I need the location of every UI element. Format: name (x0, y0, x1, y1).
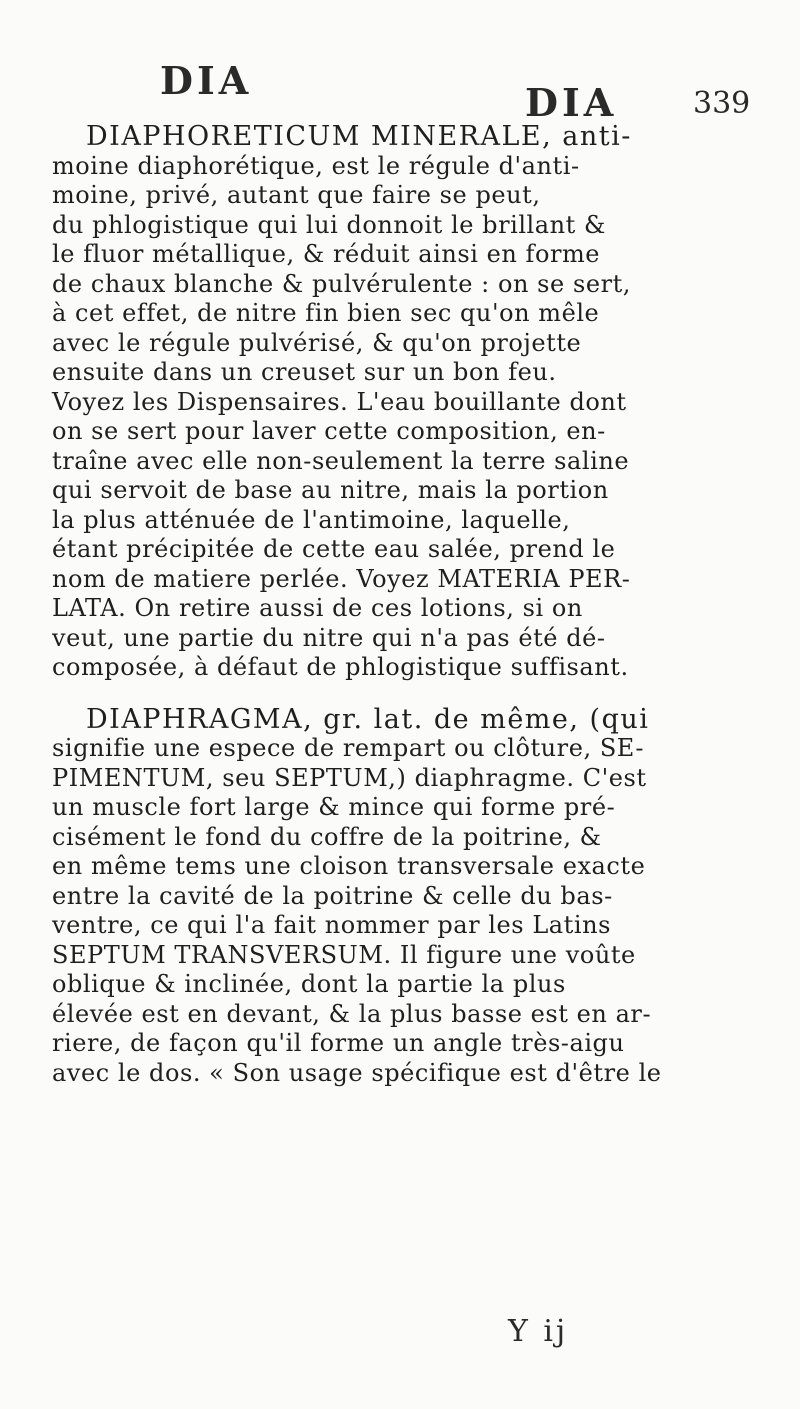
entry-line: riere, de façon qu'il forme un angle très-aigu (52, 1029, 625, 1057)
running-head-right: DIA (525, 80, 618, 125)
entry-line: composée, à défaut de phlogistique suffisant. (52, 653, 629, 681)
entry-line: cisément le fond du coffre de la poitrine, & (52, 822, 602, 851)
entry-line: Voyez les Dispensaires. L'eau bouillante dont (52, 387, 627, 416)
entry-line: un muscle fort large & mince qui forme pré- (52, 793, 616, 821)
entry-line: SEPTUM TRANSVERSUM. Il figure une voûte (52, 940, 636, 969)
entry-line: la plus atténuée de l'antimoine, laquelle, (52, 505, 571, 534)
entry-diaphoreticum (52, 122, 792, 683)
running-head-left: DIA (160, 58, 253, 103)
entry-line: le fluor métallique, & réduit ainsi en forme (52, 240, 601, 268)
entry-line: moine, privé, autant que faire se peut, (52, 181, 541, 209)
entry-line: DIAPHORETICUM MINERALE, anti- (86, 121, 632, 152)
entry-line: du phlogistique qui lui donnoit le brillant & (52, 210, 606, 239)
entry-line: moine diaphorétique, est le régule d'anti- (52, 151, 580, 180)
entry-line: signifie une espece de rempart ou clôture, SE- (52, 734, 644, 762)
entry-line: à cet effet, de nitre fin bien sec qu'on mêle (52, 299, 600, 327)
entry-line: de chaux blanche & pulvérulente : on se sert, (52, 269, 631, 298)
entry-line: avec le dos. « Son usage spécifique est d'être le (52, 1058, 662, 1087)
entry-line: en même tems une cloison transversale exacte (52, 852, 646, 880)
page-number: 339 (693, 86, 751, 121)
entry-diaphragma (52, 705, 792, 1089)
entry-line: veut, une partie du nitre qui n'a pas été dé- (52, 623, 606, 652)
entry-line: qui servoit de base au nitre, mais la portion (52, 476, 609, 504)
entry-line: ventre, ce qui l'a fait nommer par les Latins (52, 911, 611, 939)
entry-line: on se sert pour laver cette composition, en- (52, 417, 606, 445)
entry-line: entre la cavité de la poitrine & celle du bas- (52, 881, 613, 910)
page-header (0, 50, 800, 125)
entry-line: avec le régule pulvérisé, & qu'on projette (52, 328, 582, 357)
entry-line: étant précipitée de cette eau salée, prend le (52, 535, 616, 563)
entry-line: traîne avec elle non-seulement la terre saline (52, 446, 630, 475)
entry-line: LATA. On retire aussi de ces lotions, si on (52, 594, 583, 622)
entry-line: oblique & inclinée, dont la partie la plus (52, 970, 566, 998)
text-column (52, 122, 792, 1088)
signature-mark: Y ij (508, 1314, 569, 1349)
entry-line: ensuite dans un creuset sur un bon feu. (52, 358, 557, 386)
entry-line: élevée est en devant, & la plus basse est en ar- (52, 999, 652, 1028)
entry-line: PIMENTUM, seu SEPTUM,) diaphragme. C'est (52, 763, 647, 792)
entry-line: nom de matiere perlée. Voyez MATERIA PER- (52, 564, 631, 593)
entry-line: DIAPHRAGMA, gr. lat. de même, (qui (86, 703, 650, 735)
